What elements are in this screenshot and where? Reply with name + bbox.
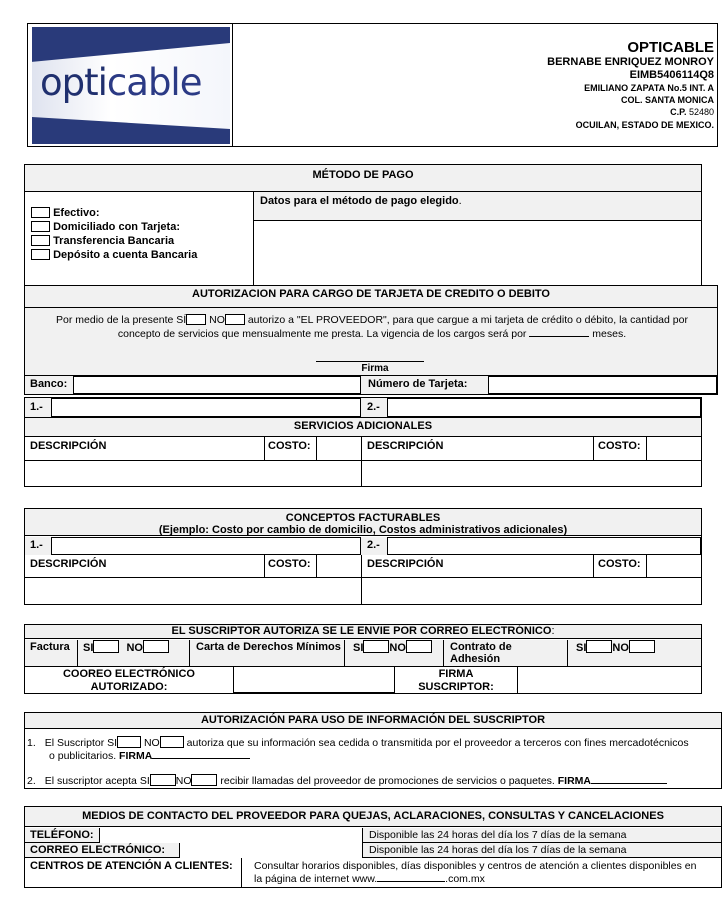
firma-suscriptor-label [395, 668, 517, 694]
servicios-desc-left: DESCRIPCIÓN [30, 440, 107, 452]
factura-label: Factura [30, 641, 70, 653]
uso-item2-firma: FIRMA [557, 775, 592, 787]
servicios-num2: 2.- [367, 401, 380, 413]
uso-item1-num: 1. [27, 737, 36, 749]
uso-item2-no-checkbox[interactable] [191, 774, 217, 786]
servicios-desc-input-right[interactable] [362, 462, 701, 486]
centros-text-1: Consultar horarios disponibles, días disponibles y centros de atención a clientes disponibles en [254, 860, 697, 872]
uso-item2-firma-line[interactable] [591, 783, 667, 784]
conceptos-item1-input[interactable] [51, 537, 361, 555]
uso-item2 [27, 774, 722, 788]
banco-label: Banco: [30, 378, 68, 390]
firma-suscriptor-input[interactable] [517, 666, 701, 693]
correo-contacto-input[interactable] [179, 843, 363, 858]
factura-si: SI [83, 642, 94, 654]
correo-disponible: Disponible las 24 horas del día los 7 días de la semana [369, 844, 627, 856]
servicios-item2-input[interactable] [387, 398, 701, 417]
contrato-no: NO [612, 642, 629, 654]
vigencia-field[interactable] [529, 336, 589, 337]
uso-item2-text-b: NO [175, 775, 192, 787]
banco-input[interactable] [73, 376, 361, 394]
firma-suscriptor-1: FIRMA [438, 668, 474, 680]
uso-item2-text-a: El suscriptor acepta SI [44, 775, 150, 787]
centros-text [254, 860, 720, 886]
company-owner: BERNABE ENRIQUEZ MONROY [547, 56, 714, 68]
servicios-item1-input[interactable] [51, 398, 361, 417]
servicios-div1 [264, 437, 265, 461]
centros-label: CENTROS DE ATENCIÓN A CLIENTES: [30, 860, 233, 872]
centros-text-2a: la página de internet www. [254, 873, 378, 885]
centros-text-2 [254, 873, 720, 886]
servicios-div2 [316, 437, 317, 461]
carta-no-checkbox[interactable] [406, 640, 432, 653]
conceptos-num2: 2.- [367, 539, 380, 551]
numero-tarjeta-input[interactable] [488, 376, 717, 394]
conceptos-div4 [593, 555, 594, 578]
servicios-desc-input-left[interactable] [25, 462, 361, 486]
uso-item1-firma-line[interactable] [152, 758, 250, 759]
uso-item1-si-checkbox[interactable] [117, 736, 141, 748]
company-street: EMILIANO ZAPATA No.5 INT. A [584, 83, 714, 93]
domiciliado-label: Domiciliado con Tarjeta: [53, 221, 180, 233]
carta-options [353, 640, 432, 654]
correo-div1 [77, 640, 78, 666]
datos-dot: . [458, 195, 462, 207]
datos-text: Datos para el método de pago elegido [260, 195, 459, 207]
company-rfc: EIMB5406114Q8 [629, 69, 714, 81]
servicios-div5 [646, 437, 647, 461]
deposito-label: Depósito a cuenta Bancaria [53, 249, 198, 261]
uso-item2-num: 2. [27, 775, 36, 787]
uso-item1-text-b: NO [143, 737, 160, 749]
servicios-costo-right: COSTO: [598, 440, 641, 452]
factura-si-checkbox[interactable] [93, 640, 119, 653]
option-deposito[interactable] [31, 249, 197, 263]
correo-title [25, 625, 701, 639]
datos-label [260, 195, 462, 207]
conceptos-desc-left: DESCRIPCIÓN [30, 558, 107, 570]
contacto-title: MEDIOS DE CONTACTO DEL PROVEEDOR PARA QUEJAS, ACLARACIONES, CONSULTAS Y CANCELACIONES [25, 807, 721, 827]
uso-item1-no-checkbox[interactable] [160, 736, 184, 748]
conceptos-div1 [264, 555, 265, 578]
servicios-costo-left: COSTO: [268, 440, 311, 452]
correo-autorizado-label [48, 668, 210, 694]
autorizacion-text [30, 313, 714, 341]
contrato-label-1: Contrato de [450, 641, 512, 653]
contrato-label-2: Adhesión [450, 653, 501, 665]
conceptos-costo-left: COSTO: [268, 558, 311, 570]
efectivo-label: Efectivo: [53, 207, 100, 219]
uso-title: AUTORIZACIÓN PARA USO DE INFORMACIÓN DEL SUSCRIPTOR [25, 713, 721, 729]
numero-tarjeta-label: Número de Tarjeta: [368, 378, 468, 390]
carta-si-checkbox[interactable] [363, 640, 389, 653]
conceptos-costo-right: COSTO: [598, 558, 641, 570]
correo-div3 [344, 640, 345, 666]
factura-no: NO [126, 642, 143, 654]
cp-value: 52480 [688, 107, 714, 117]
autorizacion-t4: concepto de servicios que mensualmente me presta. La vigencia de los cargos será por [117, 328, 527, 340]
uso-item1-firma: FIRMA [119, 750, 153, 762]
servicios-div4 [593, 437, 594, 461]
logo-text [40, 61, 201, 104]
telefono-disponible: Disponible las 24 horas del día los 7 días de la semana [369, 829, 627, 841]
transferencia-checkbox[interactable] [31, 235, 50, 246]
domiciliado-checkbox[interactable] [31, 221, 50, 232]
correo-autorizado-2: AUTORIZADO: [90, 681, 168, 693]
centros-url-blank[interactable] [377, 881, 445, 882]
uso-item1-text-a: El Suscriptor SI [44, 737, 118, 749]
servicios-num1: 1.- [30, 401, 43, 413]
conceptos-subtitle: (Ejemplo: Costo por cambio de domicilio, Costos administrativos adicionales) [158, 524, 568, 536]
company-name: OPTICABLE [627, 39, 714, 56]
autorizacion-si-checkbox[interactable] [186, 314, 206, 325]
conceptos-desc-right: DESCRIPCIÓN [367, 558, 444, 570]
logo-text-right: cable [106, 61, 202, 104]
correo-div2 [189, 640, 190, 666]
servicios-title: SERVICIOS ADICIONALES [24, 417, 702, 437]
option-domiciliado[interactable] [31, 221, 197, 235]
autorizacion-t3: autorizo a "EL PROVEEDOR", para que cargue a mi tarjeta de crédito o débito, la cantidad por [247, 314, 688, 326]
payment-options [31, 207, 197, 263]
correo-div5 [567, 640, 568, 666]
datos-input[interactable] [254, 222, 701, 285]
company-colony: COL. SANTA MONICA [621, 95, 714, 105]
conceptos-div2 [316, 555, 317, 578]
conceptos-title: CONCEPTOS FACTURABLES [285, 512, 441, 524]
autorizacion-title: AUTORIZACION PARA CARGO DE TARJETA DE CREDITO O DEBITO [25, 286, 717, 308]
contrato-label [450, 641, 512, 665]
deposito-checkbox[interactable] [31, 249, 50, 260]
correo-contacto-label: CORREO ELECTRÓNICO: [30, 844, 166, 856]
correo-autorizado-input[interactable] [233, 666, 395, 693]
correo-div4 [443, 640, 444, 666]
logo-text-left: opti [40, 61, 107, 104]
firma-suscriptor-2: SUSCRIPTOR: [418, 681, 494, 693]
conceptos-title-box [25, 509, 701, 536]
autorizacion-si-text: Por medio de la presente SÍ [56, 314, 187, 326]
efectivo-checkbox[interactable] [31, 207, 50, 218]
autorizacion-t5: meses. [592, 328, 627, 340]
uso-item1-text-c: autoriza que su información sea cedida o transmitida por el proveedor a terceros con fines mercadotécnicos [186, 737, 689, 749]
factura-no-checkbox[interactable] [143, 640, 169, 653]
option-efectivo[interactable] [31, 207, 197, 221]
contrato-si: SI [576, 642, 587, 654]
company-cp [547, 106, 714, 118]
factura-options [83, 640, 169, 654]
contrato-options [576, 640, 655, 654]
conceptos-desc-input-left[interactable] [25, 579, 361, 604]
autorizacion-no-text: NO [209, 314, 225, 326]
correo-title-colon: : [551, 625, 555, 637]
firma-label: Firma [361, 363, 389, 374]
contrato-no-checkbox[interactable] [629, 640, 655, 653]
telefono-input[interactable] [99, 828, 363, 843]
option-transferencia[interactable] [31, 235, 197, 249]
carta-si: SI [353, 642, 364, 654]
company-logo [32, 27, 230, 144]
firma-line[interactable] [316, 361, 424, 362]
conceptos-desc-input-right[interactable] [362, 579, 701, 604]
contrato-si-checkbox[interactable] [586, 640, 612, 653]
conceptos-item2-input[interactable] [387, 537, 701, 555]
conceptos-num1: 1.- [30, 539, 43, 551]
centros-text-2b: .com.mx [445, 873, 485, 885]
telefono-label: TELÉFONO: [30, 829, 94, 841]
conceptos-div5 [646, 555, 647, 578]
metodo-title: MÉTODO DE PAGO [24, 164, 702, 192]
uso-item1 [27, 736, 722, 763]
company-city: OCUILAN, ESTADO DE MEXICO. [575, 120, 714, 130]
uso-item2-text-c: recibir llamadas del proveedor de promociones de servicios o paquetes. [220, 775, 555, 787]
correo-title-text: EL SUSCRIPTOR AUTORIZA SE LE ENVIE POR CORREO ELECTRÓNICO [171, 625, 552, 637]
company-info [547, 39, 714, 132]
autorizacion-no-checkbox[interactable] [225, 314, 245, 325]
carta-no: NO [389, 642, 406, 654]
correo-autorizado-1: COOREO ELECTRÓNICO [62, 668, 195, 680]
centros-divider [241, 858, 242, 887]
servicios-desc-right: DESCRIPCIÓN [367, 440, 444, 452]
uso-item1-text-d: o publicitarios. [49, 750, 117, 762]
transferencia-label: Transferencia Bancaria [53, 235, 175, 247]
cp-label: C.P. [670, 107, 687, 117]
uso-item2-si-checkbox[interactable] [150, 774, 176, 786]
carta-label: Carta de Derechos Mínimos [196, 641, 341, 653]
